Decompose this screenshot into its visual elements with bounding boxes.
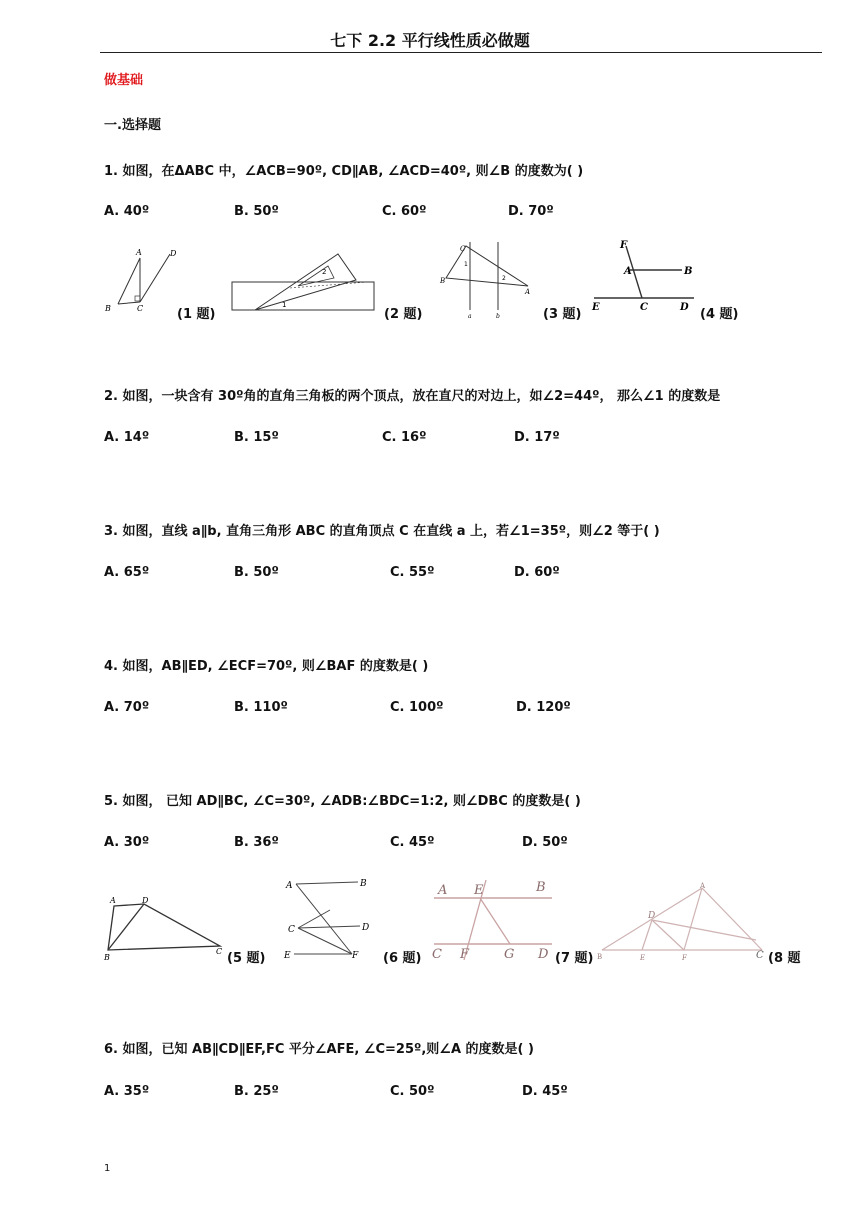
section-label: 做基础 xyxy=(104,73,144,88)
fig3-label-c: C xyxy=(460,245,466,253)
fig8-label-f: F xyxy=(682,954,687,962)
figure-2 xyxy=(230,244,380,316)
q4-option-b: B. 110º xyxy=(234,700,288,715)
fig6-label-d: D xyxy=(362,923,370,933)
q1-option-b: B. 50º xyxy=(234,204,279,219)
question-4-text: 4. 如图，AB∥ED, ∠ECF=70º, 则∠BAF 的度数是( ) xyxy=(104,659,429,674)
fig3-label-2: 2 xyxy=(502,275,506,282)
fig1-label-a: A xyxy=(136,248,142,257)
q3-option-b: B. 50º xyxy=(234,565,279,580)
question-5-text: 5. 如图， 已知 AD∥BC, ∠C=30º, ∠ADB:∠BDC=1:2, 则∠DBC 的度数是( ) xyxy=(104,794,581,809)
question-6-text: 6. 如图，已知 AB∥CD∥EF,FC 平分∠AFE, ∠C=25º,则∠A 的度数是( ) xyxy=(104,1042,534,1057)
figure-3 xyxy=(438,240,538,320)
fig3-label-1: 1 xyxy=(464,261,468,268)
figure-1 xyxy=(100,244,180,314)
fig8-label-d: D xyxy=(648,911,656,921)
q6-option-b: B. 25º xyxy=(234,1084,279,1099)
fig8-label-a: A xyxy=(700,882,706,890)
q5-option-a: A. 30º xyxy=(104,835,150,850)
fig6-label-f: F xyxy=(352,951,359,961)
q5-option-b: B. 36º xyxy=(234,835,279,850)
caption-5: (5 题) xyxy=(227,951,266,966)
question-3-text: 3. 如图，直线 a∥b, 直角三角形 ABC 的直角顶点 C 在直线 a 上，若∠1=35º，则∠2 等于( ) xyxy=(104,524,660,539)
fig5-label-a: A xyxy=(110,896,116,905)
fig7-label-a: A xyxy=(438,883,448,898)
caption-2: (2 题) xyxy=(384,307,423,322)
fig5-label-b: B xyxy=(104,953,110,962)
q3-option-d: D. 60º xyxy=(514,565,560,580)
q4-option-d: D. 120º xyxy=(516,700,571,715)
q2-option-d: D. 17º xyxy=(514,430,560,445)
fig6-label-c: C xyxy=(288,925,295,935)
question-1-text: 1. 如图，在ΔABC 中，∠ACB=90º, CD∥AB, ∠ACD=40º, 则∠B 的度数为( ) xyxy=(104,164,584,179)
fig3-label-line-a: a xyxy=(468,313,472,320)
fig3-label-b: B xyxy=(440,277,446,285)
question-2-text: 2. 如图，一块含有 30º角的直角三角板的两个顶点，放在直尺的对边上，如∠2=44º， 那么∠1 的度数是 xyxy=(104,389,721,404)
q5-option-c: C. 45º xyxy=(390,835,435,850)
q2-option-b: B. 15º xyxy=(234,430,279,445)
caption-4: (4 题) xyxy=(700,307,739,322)
q6-option-a: A. 35º xyxy=(104,1084,150,1099)
fig2-label-1: 1 xyxy=(282,301,287,309)
page-number: 1 xyxy=(104,1163,111,1174)
fig6-label-b: B xyxy=(360,879,367,889)
header-rule xyxy=(100,52,822,53)
fig1-label-c: C xyxy=(137,304,144,313)
caption-3: (3 题) xyxy=(543,307,582,322)
fig4-label-b: B xyxy=(684,266,693,277)
figure-6 xyxy=(282,874,374,964)
fig4-label-c: C xyxy=(640,302,648,313)
q6-option-d: D. 45º xyxy=(522,1084,568,1099)
fig8-label-b: B xyxy=(597,953,603,961)
q6-option-c: C. 50º xyxy=(390,1084,435,1099)
fig2-label-2: 2 xyxy=(322,268,327,276)
fig3-label-a: A xyxy=(525,288,531,296)
section-heading: 一.选择题 xyxy=(104,118,161,133)
fig7-label-e: E xyxy=(474,883,484,898)
fig7-label-b: B xyxy=(536,880,546,895)
figure-4 xyxy=(590,238,702,316)
figure-5 xyxy=(100,892,228,964)
figure-8 xyxy=(596,880,766,964)
fig4-label-e: E xyxy=(592,302,600,313)
q2-option-c: C. 16º xyxy=(382,430,427,445)
q4-option-a: A. 70º xyxy=(104,700,150,715)
fig7-label-g: G xyxy=(504,947,515,962)
q5-option-d: D. 50º xyxy=(522,835,568,850)
q3-option-a: A. 65º xyxy=(104,565,150,580)
fig8-label-e: E xyxy=(640,954,646,962)
fig4-label-a: A xyxy=(624,266,632,277)
fig7-label-d: D xyxy=(538,947,549,962)
fig7-label-c: C xyxy=(432,947,442,962)
fig4-label-f: F xyxy=(620,240,628,251)
q1-option-d: D. 70º xyxy=(508,204,554,219)
caption-8: (8 题 xyxy=(768,951,801,966)
fig7-label-f: F xyxy=(460,947,470,962)
fig1-label-b: B xyxy=(105,304,111,313)
q3-option-c: C. 55º xyxy=(390,565,435,580)
caption-7: (7 题) xyxy=(555,951,594,966)
q4-option-c: C. 100º xyxy=(390,700,444,715)
fig6-label-a: A xyxy=(286,881,293,891)
fig4-label-d: D xyxy=(680,302,689,313)
fig5-label-c: C xyxy=(216,947,223,956)
page-title: 七下 2.2 平行线性质必做题 xyxy=(330,31,530,50)
q1-option-a: A. 40º xyxy=(104,204,150,219)
fig8-label-c: C xyxy=(756,950,764,961)
q2-option-a: A. 14º xyxy=(104,430,150,445)
q1-option-c: C. 60º xyxy=(382,204,427,219)
caption-1: (1 题) xyxy=(177,307,216,322)
fig5-label-d: D xyxy=(142,896,149,905)
fig6-label-e: E xyxy=(284,951,291,961)
fig1-label-d: D xyxy=(170,249,177,258)
fig3-label-line-b: b xyxy=(496,313,500,320)
caption-6: (6 题) xyxy=(383,951,422,966)
figure-7 xyxy=(430,874,556,964)
